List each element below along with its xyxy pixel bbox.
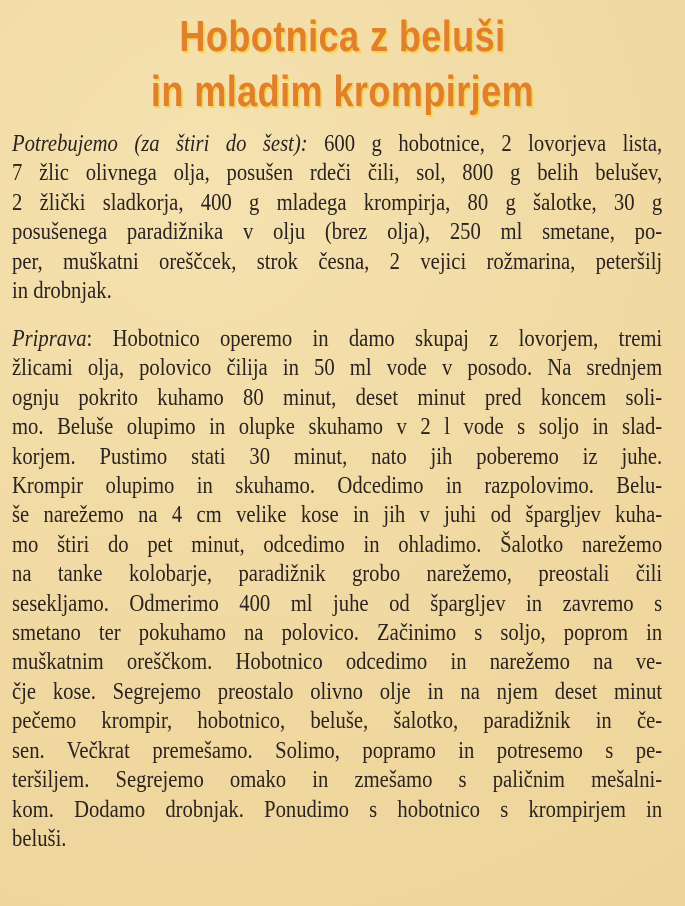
recipe-title-line-2: in mladim krompirjem: [150, 67, 535, 116]
text-line: muškatnim oreščkom. Hobotnico odcedimo in narežemo na ve-: [12, 649, 663, 676]
ingredients-paragraph: Potrebujemo (za štiri do šest): 600 g hobotnice, 2 lovorjeva lista, 7 žlic olivnega olja, posušen rdeči čili, sol, 800 g belih belušev, 2 žlički sladkorja, 400 g mladega krompirja, 80 g šalotke, 30 g posušenega paradižnika v olju (brez olja), 250 ml smetane, po- per, muškatni oreščcek, strok česna, 2 vejici rožmarina, peteršilj in drobnjak.: [12, 130, 662, 306]
text-line: sesekljamo. Odmerimo 400 ml juhe od špargljev in zavremo s: [12, 590, 663, 617]
text-line: kom. Dodamo drobnjak. Ponudimo s hobotnico s krompirjem in: [12, 796, 663, 823]
text-line: sen. Večkrat premešamo. Solimo, popramo in potresemo s pe-: [12, 737, 663, 764]
text-line: in drobnjak.: [12, 278, 112, 305]
text-line: posušenega paradižnika v olju (brez olja), 250 ml smetane, po-: [12, 219, 663, 246]
text-line: korjem. Pustimo stati 30 minut, nato jih poberemo iz juhe.: [12, 443, 663, 470]
text-line: smetano ter pokuhamo na polovico. Začinimo s soljo, poprom in: [12, 620, 663, 647]
text-line: 2 žlički sladkorja, 400 g mladega krompirja, 80 g šalotke, 30 g: [12, 189, 663, 216]
text-line: mo štiri do pet minut, odcedimo in ohladimo. Šalotko narežemo: [12, 531, 663, 558]
text-line: teršiljem. Segrejemo omako in zmešamo s paličnim mešalni-: [12, 767, 663, 794]
text-line: žlicami olja, polovico čilija in 50 ml vode v posodo. Na srednjem: [12, 355, 663, 382]
text-line: čje kose. Segrejemo preostalo olivno olje in na njem deset minut: [12, 678, 663, 705]
text-line: na tanke kolobarje, paradižnik grobo narežemo, preostali čili: [12, 561, 663, 588]
text-line: per, muškatni oreščcek, strok česna, 2 vejici rožmarina, peteršilj: [12, 248, 663, 275]
preparation-label: Priprava: [12, 326, 87, 352]
text-line: še narežemo na 4 cm velike kose in jih v juhi od špargljev kuha-: [12, 502, 663, 529]
ingredients-label: Potrebujemo (za štiri do šest):: [12, 131, 308, 157]
text-line: mo. Beluše olupimo in olupke skuhamo v 2 l vode s soljo in slad-: [12, 414, 663, 441]
text-line: Krompir olupimo in skuhamo. Odcedimo in razpolovimo. Belu-: [12, 473, 663, 500]
recipe-title-line-1: Hobotnica z beluši: [179, 12, 506, 61]
preparation-paragraph: Priprava: Hobotnico operemo in damo skupaj z lovorjem, tremi žlicami olja, polovico čilija in 50 ml vode v posodo. Na srednjem ognju pokrito kuhamo 80 minut, deset minut pred koncem soli- mo. Beluše olupimo in olupke skuhamo v 2 l vode s soljo in slad- korjem. Pustimo stati 30 minut, nato jih poberemo iz juhe. Krompir olupimo in skuhamo. Odcedimo in razpolovimo. Belu- še narežemo na 4 cm velike kose in jih v juhi od špargljev kuha- mo štiri do pet minut, odcedimo in ohladimo. Šalotko narežemo na tanke kolobarje, paradižnik grobo narežemo, preostali čili sesekljamo. Odmerimo 400 ml juhe od špargljev in zavremo s smetano ter pokuhamo na polovico. Začinimo s soljo, poprom in muškatnim oreščkom. Hobotnico odcedimo in narežemo na ve- čje kose. Segrejemo preostalo olivno olje in na njem deset minut pečemo krompir, hobotnico, beluše, šalotko, paradižnik in če- sen. Večkrat premešamo. Solimo, popramo in potresemo s pe- teršiljem. Segrejemo omako in zmešamo s paličnim mešalni- kom. Dodamo drobnjak. Ponudimo s hobotnico s krompirjem in beluši.: [12, 325, 662, 854]
text-line: 7 žlic olivnega olja, posušen rdeči čili, sol, 800 g belih belušev,: [12, 160, 663, 187]
text-line: pečemo krompir, hobotnico, beluše, šalotko, paradižnik in če-: [12, 708, 663, 735]
text-line: beluši.: [12, 825, 67, 852]
text-line: ognju pokrito kuhamo 80 minut, deset minut pred koncem soli-: [12, 384, 663, 411]
